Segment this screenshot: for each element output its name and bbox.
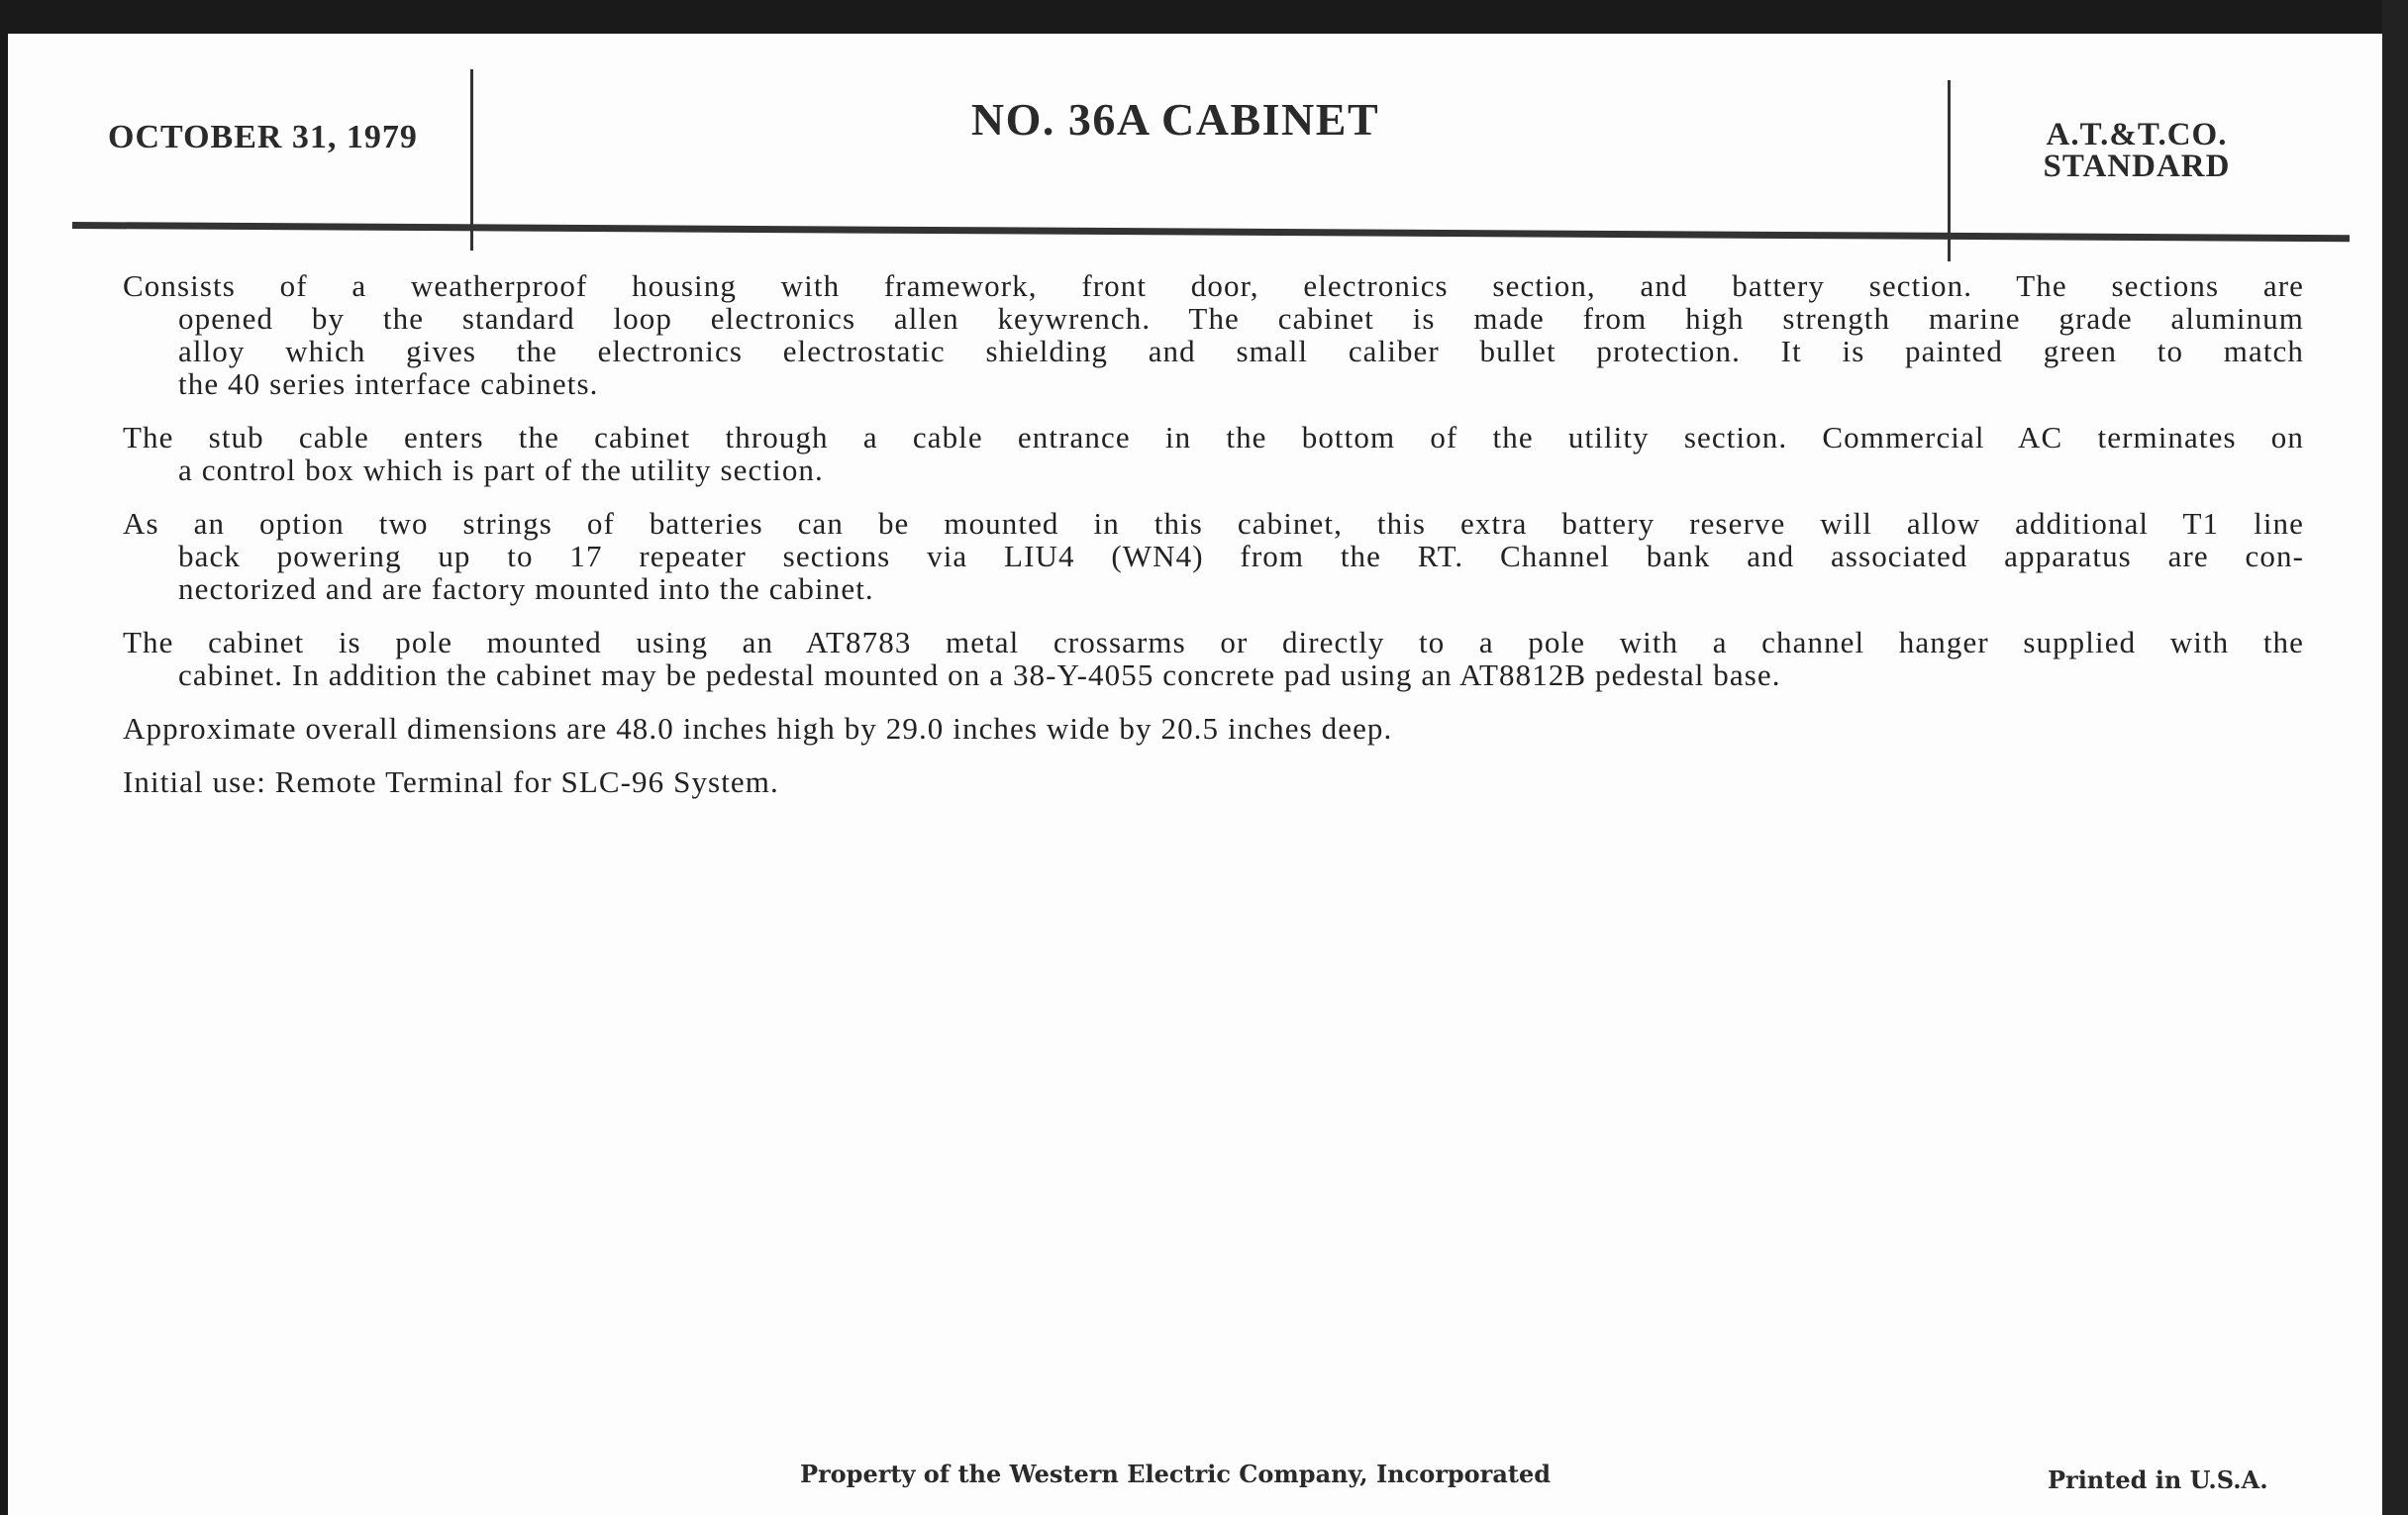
paragraph — [123, 765, 2304, 798]
paragraph-line: a control box which is part of the utility section. — [178, 453, 824, 487]
paragraph-line: Consists of a weatherproof housing with framework, front door, electronics section, and battery section. The sections are — [123, 268, 2304, 303]
paragraph-line: nectorized and are factory mounted into the cabinet. — [178, 571, 874, 606]
paragraph — [123, 626, 2304, 691]
paragraph-line: opened by the standard loop electronics allen keywrench. The cabinet is made from high strength marine grade aluminum — [178, 301, 2304, 336]
paragraph-line: alloy which gives the electronics electrostatic shielding and small caliber bullet protection. It is painted green to match — [178, 334, 2304, 368]
document-date: OCTOBER 31, 1979 — [108, 119, 418, 155]
footer-printed-in: Printed in U.S.A. — [2048, 1465, 2268, 1494]
standard-label — [2018, 119, 2256, 182]
paragraph — [123, 507, 2304, 605]
paragraph-line: The cabinet is pole mounted using an AT8783 metal crossarms or directly to a pole with a channel hanger supplied with the — [123, 625, 2304, 659]
header-rule — [72, 222, 2350, 242]
paragraph-line: back powering up to 17 repeater sections via LIU4 (WN4) from the RT. Channel bank and associated apparatus are con- — [178, 539, 2304, 573]
scan-edge — [2382, 0, 2408, 1515]
paragraph-line: the 40 series interface cabinets. — [178, 366, 599, 401]
paragraph — [123, 712, 2304, 745]
standard-label-line2: STANDARD — [2043, 149, 2231, 184]
paragraph-line: cabinet. In addition the cabinet may be pedestal mounted on a 38-Y-4055 concrete pad using an AT8812B pedestal base. — [178, 657, 1781, 692]
standard-label-line1: A.T.&T.CO. — [2046, 117, 2228, 152]
document-page — [8, 34, 2382, 1515]
paragraph-line: The stub cable enters the cabinet through a cable entrance in the bottom of the utility section. Commercial AC terminates on — [123, 420, 2304, 454]
paragraph — [123, 421, 2304, 486]
paragraph-line: Initial use: Remote Terminal for SLC-96 System. — [123, 764, 779, 799]
footer-property-notice: Property of the Western Electric Company, Incorporated — [799, 1460, 1552, 1488]
paragraph — [123, 269, 2304, 400]
document-title: NO. 36A CABINET — [970, 94, 1380, 145]
document-body — [123, 269, 2304, 819]
paragraph-line: As an option two strings of batteries can be mounted in this cabinet, this extra battery reserve will allow additional T1 line — [123, 506, 2304, 541]
paragraph-line: Approximate overall dimensions are 48.0 inches high by 29.0 inches wide by 20.5 inches deep. — [123, 711, 1393, 746]
